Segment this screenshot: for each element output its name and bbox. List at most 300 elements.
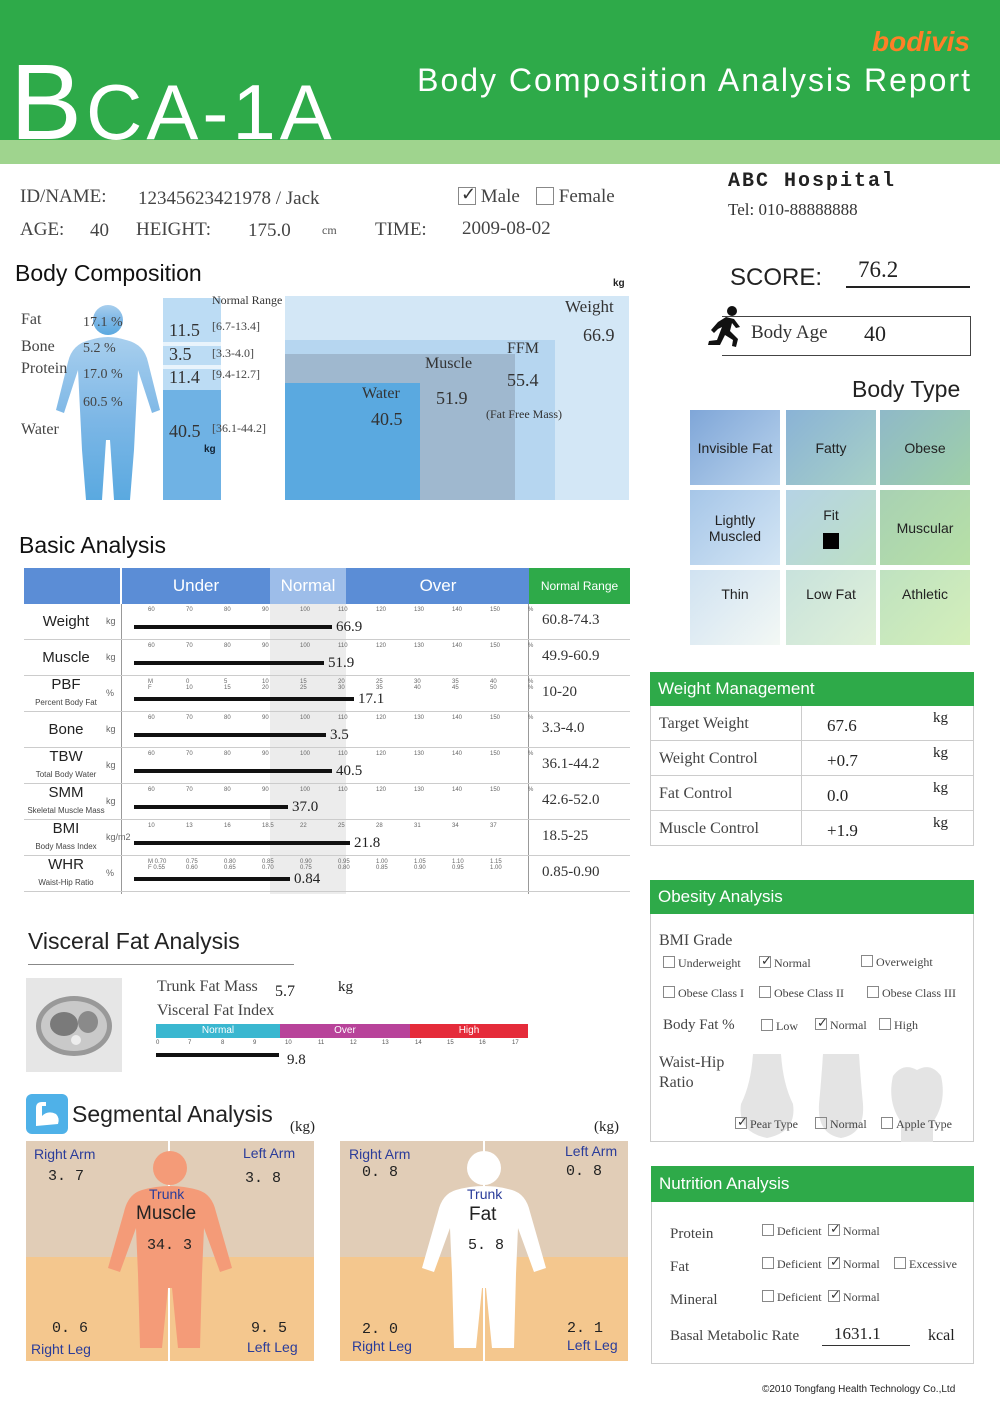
- runner-icon: [706, 305, 746, 349]
- ba-row-bmi: [24, 820, 630, 856]
- ba-tick: 40: [490, 679, 497, 685]
- ba-tick: 90: [262, 607, 269, 613]
- ffm-label: FFM: [507, 340, 540, 357]
- body-fat-option-checkbox[interactable]: [761, 1019, 773, 1031]
- segmental-title: Segmental Analysis: [72, 1101, 273, 1127]
- wm-row-label: Fat Control: [659, 785, 733, 802]
- ba-tick: 0.90: [414, 865, 426, 871]
- ba-row-value: 3.5: [330, 727, 349, 743]
- ba-tick: 50: [490, 685, 497, 691]
- ba-tick: 1.05: [414, 859, 426, 865]
- female-checkbox[interactable]: [536, 187, 554, 205]
- ba-row-ticks: [148, 787, 548, 797]
- ba-row-bone: [24, 712, 630, 748]
- whr-option-label: Pear Type: [750, 1117, 798, 1131]
- hospital-name: ABC Hospital: [728, 170, 897, 193]
- body-fat-option[interactable]: [761, 1019, 798, 1034]
- ba-tick: 140: [452, 643, 463, 649]
- height-unit: cm: [322, 223, 337, 237]
- male-label: Male: [480, 186, 520, 207]
- ba-row-bar: [134, 877, 290, 881]
- ba-row-bar: [134, 697, 354, 701]
- wm-row-unit: kg: [933, 815, 948, 831]
- ba-row-bar: [134, 733, 326, 737]
- ba-tick: 0.95: [338, 859, 350, 865]
- ba-tick: %: [528, 679, 534, 685]
- ba-tick: 80: [224, 751, 231, 757]
- nutrition-option[interactable]: [894, 1257, 957, 1272]
- ba-row-unit: kg: [106, 724, 116, 734]
- female-label: Female: [558, 186, 615, 207]
- ba-row-value: 17.1: [358, 691, 385, 707]
- bmi-option-label: Normal: [774, 956, 811, 970]
- report-title: Body Composition Analysis Report: [417, 62, 972, 98]
- ba-tick: 0.75: [186, 859, 198, 865]
- body-fat-option[interactable]: [879, 1018, 918, 1033]
- ba-row-value: 0.84: [294, 871, 321, 887]
- ba-tick: 80: [224, 643, 231, 649]
- nutrition-option-label: Deficient: [777, 1257, 822, 1271]
- arm-muscle-icon: [26, 1094, 68, 1134]
- ba-tick: 0.95: [452, 865, 464, 871]
- ba-tick: 16: [224, 823, 231, 829]
- seg-fat-unit: (kg): [594, 1119, 619, 1135]
- body-type-invisible-fat: Invisible Fat: [690, 410, 780, 485]
- ba-tick: 45: [452, 685, 459, 691]
- ba-row-range: 10-20: [542, 684, 577, 700]
- nutrition-option-checkbox[interactable]: [762, 1290, 774, 1302]
- seg-muscle-unit: (kg): [290, 1119, 315, 1135]
- ba-tick: 120: [376, 643, 387, 649]
- ba-tick: 0.90: [300, 859, 312, 865]
- height-label: HEIGHT:: [136, 219, 212, 240]
- whr-option[interactable]: [881, 1117, 952, 1132]
- selected-marker: [823, 533, 839, 549]
- bone-pct: 5.2 %: [83, 341, 116, 356]
- weight-value: 66.9: [583, 325, 615, 345]
- ba-tick: 80: [224, 715, 231, 721]
- ba-tick: 30: [414, 679, 421, 685]
- whr-option-checkbox[interactable]: [815, 1117, 827, 1129]
- nutrition-option[interactable]: [828, 1257, 880, 1272]
- basic-analysis-title: Basic Analysis: [19, 532, 167, 558]
- bmi-option-checkbox[interactable]: [759, 956, 771, 968]
- time-value: 2009-08-02: [462, 218, 551, 239]
- bmi-option[interactable]: [867, 986, 956, 1001]
- ba-tick: 0.80: [224, 859, 236, 865]
- ba-row-value: 51.9: [328, 655, 355, 671]
- ba-tick: 110: [338, 751, 348, 757]
- body-fat-option[interactable]: [815, 1018, 867, 1033]
- fat-center-label: Fat: [469, 1204, 497, 1225]
- ba-row-ticks: [148, 823, 548, 833]
- bmi-option-checkbox[interactable]: [663, 986, 675, 998]
- bone-value: 3.5: [169, 344, 192, 364]
- ba-row-unit: kg: [106, 616, 116, 626]
- bmi-option-label: Obese Class II: [774, 986, 844, 1000]
- ba-row-smm: [24, 784, 630, 820]
- ba-tick: 150: [490, 751, 501, 757]
- ba-tick: 5: [224, 679, 228, 685]
- ba-tick: 1.00: [490, 865, 502, 871]
- ba-row-sub: Total Body Water: [35, 770, 97, 779]
- whr-label-1: Waist-Hip: [659, 1054, 725, 1071]
- ba-tick: 0.85: [262, 859, 274, 865]
- vf-tick: 11: [318, 1040, 325, 1046]
- ba-tick: 150: [490, 787, 501, 793]
- nutrition-option[interactable]: [828, 1290, 880, 1305]
- wm-row-unit: kg: [933, 745, 948, 761]
- ba-tick: 60: [148, 643, 155, 649]
- body-fat-option-checkbox[interactable]: [879, 1018, 891, 1030]
- ba-tick: 150: [490, 715, 501, 721]
- water-value: 40.5: [169, 421, 201, 441]
- ba-row-tbw: [24, 748, 630, 784]
- vf-tick: 14: [415, 1040, 422, 1046]
- muscle-left-arm-label: Left Arm: [243, 1145, 296, 1161]
- protein-pct: 17.0 %: [83, 367, 123, 382]
- ba-row-unit: %: [106, 688, 115, 698]
- visceral-underline: [28, 964, 294, 965]
- ba-tick: 28: [376, 823, 383, 829]
- body-composition-title: Body Composition: [15, 260, 202, 286]
- wm-row-unit: kg: [933, 710, 948, 726]
- vf-tick: 8: [221, 1040, 225, 1046]
- ba-tick: 110: [338, 715, 348, 721]
- ba-tick: 140: [452, 607, 463, 613]
- ba-row-range: 49.9-60.9: [542, 648, 600, 664]
- whr-option-checkbox[interactable]: [881, 1117, 893, 1129]
- ba-tick: 25: [300, 685, 307, 691]
- nutrition-option[interactable]: [762, 1257, 822, 1272]
- male-checkbox[interactable]: [458, 187, 476, 205]
- ba-tick: 110: [338, 643, 348, 649]
- ba-head-over: Over: [346, 568, 530, 604]
- ba-row-sub: Waist-Hip Ratio: [38, 878, 94, 887]
- ba-tick: 110: [338, 787, 348, 793]
- ba-row-sub: Body Mass Index: [35, 842, 97, 851]
- ba-tick: 60: [148, 787, 155, 793]
- fat-left-arm-value: 0. 8: [566, 1163, 603, 1180]
- body-fat-option-checkbox[interactable]: [815, 1018, 827, 1030]
- bmi-option-checkbox[interactable]: [759, 986, 771, 998]
- wm-row: [651, 811, 973, 846]
- obesity-body: [650, 914, 974, 1142]
- body-type-grid: [690, 410, 972, 647]
- ba-tick: 100: [300, 751, 311, 757]
- ba-tick: 0.85: [376, 865, 388, 871]
- wm-row-unit: kg: [933, 780, 948, 796]
- female-option[interactable]: [536, 186, 615, 208]
- ba-row-range: 18.5-25: [542, 828, 589, 844]
- body-type-lightly-muscled: Lightly Muscled: [690, 490, 780, 565]
- ba-row-name: SMM: [48, 784, 84, 801]
- ba-head-under: Under: [122, 568, 270, 604]
- ba-tick: 34: [452, 823, 459, 829]
- body-type-low-fat: Low Fat: [786, 570, 876, 645]
- ba-row-range: 42.6-52.0: [542, 792, 600, 808]
- wm-row-value: 67.6: [827, 716, 857, 735]
- wm-row: [651, 706, 973, 741]
- muscle-trunk-label: Trunk: [149, 1186, 185, 1202]
- bone-label: Bone: [21, 338, 55, 355]
- ba-tick: 80: [224, 607, 231, 613]
- body-fat-option-label: Normal: [830, 1018, 867, 1032]
- id-value: 12345623421978 / Jack: [138, 188, 320, 209]
- ba-tick: 120: [376, 751, 387, 757]
- ba-tick: 60: [148, 715, 155, 721]
- normal-range-label: Normal Range: [212, 293, 283, 307]
- ba-tick: 120: [376, 715, 387, 721]
- nutrition-option-label: Deficient: [777, 1224, 822, 1238]
- ba-tick: 150: [490, 643, 501, 649]
- ba-row-muscle: [24, 640, 630, 676]
- weight-management-rows: [650, 706, 974, 846]
- bc-unit-kg: kg: [613, 278, 625, 289]
- wm-row-divider: [801, 706, 802, 741]
- muscle-right-arm-label: Right Arm: [34, 1146, 96, 1162]
- fat-right-arm-label: Right Arm: [349, 1146, 411, 1162]
- bmi-option-checkbox[interactable]: [861, 955, 873, 967]
- vf-tick: 13: [382, 1040, 389, 1046]
- whr-option-checkbox[interactable]: [735, 1117, 747, 1129]
- ba-row-range: 60.8-74.3: [542, 612, 600, 628]
- ba-row-unit: kg: [106, 796, 116, 806]
- ba-row-value: 37.0: [292, 799, 319, 815]
- ba-row-weight: [24, 604, 630, 640]
- bmi-option-checkbox[interactable]: [867, 986, 879, 998]
- bmi-option[interactable]: [663, 986, 744, 1001]
- ba-row-bar: [134, 661, 324, 665]
- ba-tick: 10: [262, 679, 269, 685]
- muscle-right-arm-value: 3. 7: [48, 1168, 85, 1185]
- ba-tick: 70: [186, 715, 193, 721]
- body-type-fatty: Fatty: [786, 410, 876, 485]
- trunk-fat-value: 5.7: [275, 983, 295, 1000]
- vf-tick: 7: [188, 1040, 192, 1046]
- wm-row-divider: [801, 811, 802, 846]
- bmi-option[interactable]: [663, 956, 741, 971]
- brand-logo: bodivis: [871, 26, 970, 57]
- footer-copyright: ©2010 Tongfang Health Technology Co.,Ltd: [762, 1384, 956, 1395]
- ffm-sub: (Fat Free Mass): [486, 407, 562, 421]
- whr-option[interactable]: [815, 1117, 867, 1132]
- fat-left-leg-label: Left Leg: [567, 1337, 618, 1353]
- score-underline: [846, 286, 970, 288]
- id-label: ID/NAME:: [20, 186, 107, 207]
- ba-tick: 37: [490, 823, 497, 829]
- ba-tick: 25: [376, 679, 383, 685]
- ba-tick: 140: [452, 715, 463, 721]
- ba-tick: 35: [452, 679, 459, 685]
- muscle-left-arm-value: 3. 8: [245, 1170, 282, 1187]
- nutrition-option-checkbox[interactable]: [762, 1257, 774, 1269]
- nutrition-option-checkbox[interactable]: [828, 1257, 840, 1269]
- ba-row-sub: Percent Body Fat: [35, 698, 97, 707]
- fat-right-arm-value: 0. 8: [362, 1164, 399, 1181]
- nutrition-title: Nutrition Analysis: [651, 1166, 974, 1202]
- wm-row-value: +1.9: [827, 821, 858, 840]
- ba-tick: 0.65: [224, 865, 236, 871]
- muscle-left-leg-label: Left Leg: [247, 1339, 298, 1355]
- whr-option-label: Apple Type: [896, 1117, 952, 1131]
- ba-row-pbf: [24, 676, 630, 712]
- ba-tick: 0.75: [300, 865, 312, 871]
- water-box-label: Water: [362, 385, 400, 402]
- whr-label-2: Ratio: [659, 1074, 694, 1091]
- vf-tick: 17: [512, 1040, 519, 1046]
- protein-label: Protein: [21, 360, 68, 377]
- water-kg-unit: kg: [204, 444, 216, 455]
- age-label: AGE:: [20, 219, 65, 240]
- body-type-fit: Fit: [786, 490, 876, 565]
- fat-trunk-label: Trunk: [467, 1186, 503, 1202]
- ba-row-value: 40.5: [336, 763, 363, 779]
- vf-band-over: Over: [280, 1024, 410, 1038]
- ba-row-name: Bone: [48, 721, 84, 738]
- nutrition-option-label: Deficient: [777, 1290, 822, 1304]
- visceral-index-label: Visceral Fat Index: [157, 1002, 275, 1019]
- bmr-value: 1631.1: [834, 1324, 881, 1343]
- nutrition-option-checkbox[interactable]: [828, 1224, 840, 1236]
- nutrition-option[interactable]: [762, 1290, 822, 1305]
- ba-tick: 18.5: [262, 823, 274, 829]
- ba-tick: 150: [490, 607, 501, 613]
- nutrition-option[interactable]: [762, 1224, 822, 1239]
- protein-range: [9.4-12.7]: [212, 367, 260, 381]
- ba-tick: 120: [376, 787, 387, 793]
- trunk-fat-label: Trunk Fat Mass: [157, 978, 258, 995]
- fat-label: Fat: [21, 311, 42, 328]
- bmi-option[interactable]: [759, 986, 844, 1001]
- ba-tick: 0.80: [338, 865, 350, 871]
- ba-tick: M 0.70: [148, 859, 167, 865]
- vf-tick: 0: [156, 1040, 160, 1046]
- ba-tick: 90: [262, 715, 269, 721]
- body-type-muscular: Muscular: [880, 490, 970, 565]
- ba-tick: 80: [224, 787, 231, 793]
- obesity-panel: [650, 880, 974, 1142]
- ba-row-ticks: [148, 859, 548, 869]
- ba-row-range: 36.1-44.2: [542, 756, 600, 772]
- bmi-option-checkbox[interactable]: [663, 956, 675, 968]
- ba-row-name: Weight: [42, 613, 90, 630]
- ba-row-bar: [134, 805, 288, 809]
- ba-tick: 30: [338, 685, 345, 691]
- nutrition-row-label: Fat: [670, 1259, 690, 1275]
- male-option[interactable]: [458, 186, 520, 208]
- fat-pct: 17.1 %: [83, 315, 123, 330]
- ba-row-ticks: [148, 643, 548, 653]
- bmr-underline: [822, 1345, 910, 1346]
- bmi-option[interactable]: [759, 956, 811, 971]
- fat-left-leg-value: 2. 1: [567, 1320, 604, 1337]
- ba-tick: 1.00: [376, 859, 388, 865]
- nutrition-option-checkbox[interactable]: [894, 1257, 906, 1269]
- body-type-obese: Obese: [880, 410, 970, 485]
- ba-tick: 13: [186, 823, 193, 829]
- score-value: 76.2: [858, 257, 899, 282]
- vf-tick: 16: [479, 1040, 486, 1046]
- water-box-value: 40.5: [371, 409, 403, 429]
- ba-row-name: Muscle: [42, 649, 90, 666]
- ba-tick: 140: [452, 787, 463, 793]
- body-fat-option-label: High: [894, 1018, 918, 1032]
- ba-tick: 100: [300, 643, 311, 649]
- bmi-option[interactable]: [861, 955, 933, 970]
- ba-tick: 70: [186, 643, 193, 649]
- nutrition-option[interactable]: [828, 1224, 880, 1239]
- weight-management-panel: [650, 672, 974, 846]
- muscle-center-label: Muscle: [136, 1203, 197, 1224]
- body-age-value: 40: [864, 321, 886, 346]
- ba-tick: 120: [376, 607, 387, 613]
- bmi-option-label: Overweight: [876, 955, 933, 969]
- ba-row-bar: [134, 841, 350, 845]
- nutrition-option-checkbox[interactable]: [828, 1290, 840, 1302]
- ba-row-range: 3.3-4.0: [542, 720, 585, 736]
- nutrition-option-label: Excessive: [909, 1257, 957, 1271]
- nutrition-row-label: Protein: [670, 1226, 714, 1242]
- age-value: 40: [90, 220, 109, 241]
- ba-row-ticks: [148, 679, 548, 689]
- wm-row-label: Muscle Control: [659, 820, 759, 837]
- nutrition-row-label: Mineral: [670, 1292, 718, 1308]
- nutrition-option-label: Normal: [843, 1224, 880, 1238]
- ba-tick: 90: [262, 643, 269, 649]
- muscle-left-leg-value: 9. 5: [251, 1320, 288, 1337]
- wm-row: [651, 776, 973, 811]
- ba-head-blank: [24, 568, 120, 604]
- ba-tick: 1.10: [452, 859, 464, 865]
- ba-tick: 140: [452, 751, 463, 757]
- ba-tick: 130: [414, 751, 425, 757]
- visceral-title: Visceral Fat Analysis: [28, 928, 240, 954]
- muscle-label: Muscle: [425, 355, 473, 372]
- ba-row-unit: kg: [106, 652, 116, 662]
- ba-head-range: Normal Range: [529, 568, 630, 604]
- ba-tick: M: [148, 679, 153, 685]
- ba-tick: 100: [300, 715, 311, 721]
- ct-scan-icon: [26, 978, 122, 1072]
- ba-tick: 20: [338, 679, 345, 685]
- nutrition-option-checkbox[interactable]: [762, 1224, 774, 1236]
- bmr-label: Basal Metabolic Rate: [670, 1328, 800, 1344]
- ba-tick: 130: [414, 643, 425, 649]
- body-type-thin: Thin: [690, 570, 780, 645]
- fat-right-leg-label: Right Leg: [352, 1338, 412, 1354]
- ba-row-name: BMI: [52, 820, 80, 837]
- ba-tick: %: [528, 715, 534, 721]
- bmi-option-label: Obese Class III: [882, 986, 956, 1000]
- whr-option[interactable]: [735, 1117, 798, 1132]
- ba-tick: 10: [148, 823, 155, 829]
- wm-row-value: +0.7: [827, 751, 858, 770]
- nutrition-body: [651, 1202, 974, 1364]
- obesity-title: Obesity Analysis: [650, 880, 974, 914]
- weight-label: Weight: [565, 297, 614, 316]
- wm-row: [651, 741, 973, 776]
- nutrition-panel: [651, 1166, 974, 1364]
- ba-tick: 15: [300, 679, 307, 685]
- bmr-unit: kcal: [928, 1327, 955, 1344]
- nutrition-option-label: Normal: [843, 1257, 880, 1271]
- bmi-grade-label: BMI Grade: [659, 932, 733, 949]
- ba-tick: %: [528, 787, 534, 793]
- ba-tick: 10: [186, 685, 193, 691]
- ba-tick: 25: [338, 823, 345, 829]
- ba-tick: 15: [224, 685, 231, 691]
